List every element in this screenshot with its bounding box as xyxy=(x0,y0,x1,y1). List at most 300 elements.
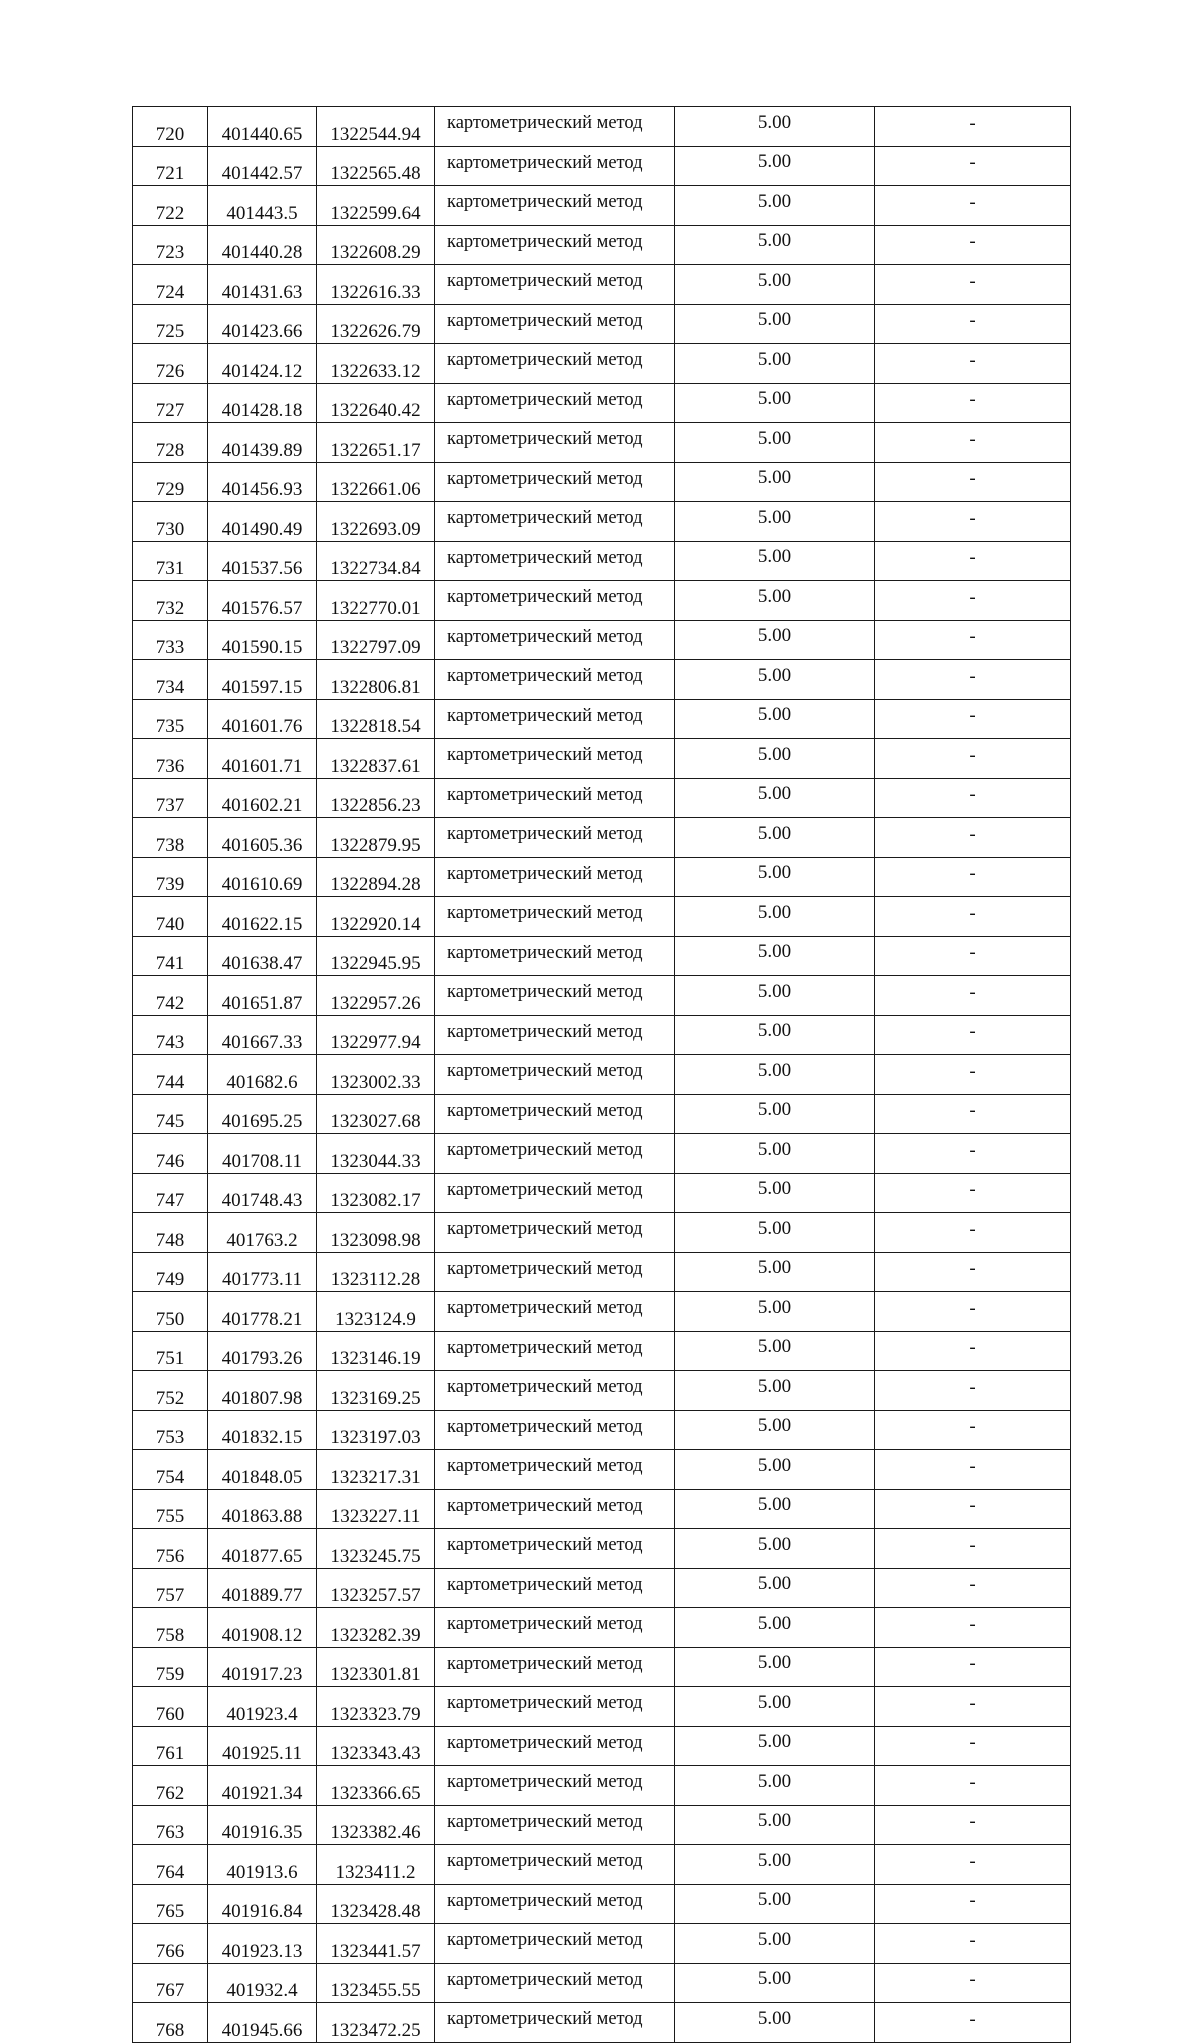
x-coordinate-cell: 401576.57 xyxy=(208,581,317,621)
table-row xyxy=(133,1963,1071,2003)
table-row xyxy=(133,936,1071,976)
x-coordinate-cell: 401778.21 xyxy=(208,1292,317,1332)
note-cell: - xyxy=(875,1766,1071,1806)
accuracy-cell: 5.00 xyxy=(675,2003,875,2043)
method-cell: картометрический метод xyxy=(435,897,675,937)
x-coordinate-cell: 401440.65 xyxy=(208,107,317,147)
method-cell: картометрический метод xyxy=(435,1173,675,1213)
point-number-cell: 754 xyxy=(133,1450,208,1490)
x-coordinate-cell: 401682.6 xyxy=(208,1055,317,1095)
accuracy-cell: 5.00 xyxy=(675,1647,875,1687)
accuracy-cell: 5.00 xyxy=(675,620,875,660)
table-row xyxy=(133,897,1071,937)
accuracy-cell: 5.00 xyxy=(675,383,875,423)
method-cell: картометрический метод xyxy=(435,1647,675,1687)
method-cell: картометрический метод xyxy=(435,1529,675,1569)
method-cell: картометрический метод xyxy=(435,1134,675,1174)
accuracy-cell: 5.00 xyxy=(675,344,875,384)
x-coordinate-cell: 401807.98 xyxy=(208,1371,317,1411)
accuracy-cell: 5.00 xyxy=(675,1489,875,1529)
point-number-cell: 742 xyxy=(133,976,208,1016)
table-row xyxy=(133,1924,1071,1964)
method-cell: картометрический метод xyxy=(435,1884,675,1924)
note-cell: - xyxy=(875,423,1071,463)
point-number-cell: 758 xyxy=(133,1608,208,1648)
note-cell: - xyxy=(875,1489,1071,1529)
x-coordinate-cell: 401667.33 xyxy=(208,1015,317,1055)
x-coordinate-cell: 401923.4 xyxy=(208,1687,317,1727)
method-cell: картометрический метод xyxy=(435,502,675,542)
accuracy-cell: 5.00 xyxy=(675,699,875,739)
method-cell: картометрический метод xyxy=(435,1331,675,1371)
x-coordinate-cell: 401932.4 xyxy=(208,1963,317,2003)
x-coordinate-cell: 401748.43 xyxy=(208,1173,317,1213)
note-cell: - xyxy=(875,1252,1071,1292)
accuracy-cell: 5.00 xyxy=(675,1173,875,1213)
y-coordinate-cell: 1323098.98 xyxy=(317,1213,435,1253)
y-coordinate-cell: 1323382.46 xyxy=(317,1805,435,1845)
table-row xyxy=(133,1884,1071,1924)
point-number-cell: 751 xyxy=(133,1331,208,1371)
y-coordinate-cell: 1322734.84 xyxy=(317,541,435,581)
point-number-cell: 720 xyxy=(133,107,208,147)
note-cell: - xyxy=(875,502,1071,542)
method-cell: картометрический метод xyxy=(435,857,675,897)
method-cell: картометрический метод xyxy=(435,1687,675,1727)
point-number-cell: 768 xyxy=(133,2003,208,2043)
y-coordinate-cell: 1323257.57 xyxy=(317,1568,435,1608)
accuracy-cell: 5.00 xyxy=(675,502,875,542)
coordinates-table xyxy=(132,106,1071,2043)
method-cell: картометрический метод xyxy=(435,225,675,265)
point-number-cell: 736 xyxy=(133,739,208,779)
y-coordinate-cell: 1323197.03 xyxy=(317,1410,435,1450)
method-cell: картометрический метод xyxy=(435,1410,675,1450)
table-row xyxy=(133,699,1071,739)
note-cell: - xyxy=(875,1924,1071,1964)
table-row xyxy=(133,620,1071,660)
point-number-cell: 726 xyxy=(133,344,208,384)
accuracy-cell: 5.00 xyxy=(675,778,875,818)
y-coordinate-cell: 1323301.81 xyxy=(317,1647,435,1687)
x-coordinate-cell: 401923.13 xyxy=(208,1924,317,1964)
x-coordinate-cell: 401695.25 xyxy=(208,1094,317,1134)
accuracy-cell: 5.00 xyxy=(675,541,875,581)
table-row xyxy=(133,1371,1071,1411)
point-number-cell: 764 xyxy=(133,1845,208,1885)
table-row xyxy=(133,2003,1071,2043)
x-coordinate-cell: 401913.6 xyxy=(208,1845,317,1885)
point-number-cell: 733 xyxy=(133,620,208,660)
table-row xyxy=(133,423,1071,463)
accuracy-cell: 5.00 xyxy=(675,1015,875,1055)
note-cell: - xyxy=(875,1134,1071,1174)
point-number-cell: 756 xyxy=(133,1529,208,1569)
point-number-cell: 722 xyxy=(133,186,208,226)
accuracy-cell: 5.00 xyxy=(675,1529,875,1569)
table-row xyxy=(133,1410,1071,1450)
method-cell: картометрический метод xyxy=(435,304,675,344)
accuracy-cell: 5.00 xyxy=(675,1568,875,1608)
note-cell: - xyxy=(875,1647,1071,1687)
accuracy-cell: 5.00 xyxy=(675,897,875,937)
note-cell: - xyxy=(875,936,1071,976)
table-row xyxy=(133,1529,1071,1569)
x-coordinate-cell: 401439.89 xyxy=(208,423,317,463)
table-row xyxy=(133,502,1071,542)
method-cell: картометрический метод xyxy=(435,265,675,305)
note-cell: - xyxy=(875,2003,1071,2043)
accuracy-cell: 5.00 xyxy=(675,1134,875,1174)
point-number-cell: 739 xyxy=(133,857,208,897)
y-coordinate-cell: 1323146.19 xyxy=(317,1331,435,1371)
method-cell: картометрический метод xyxy=(435,1924,675,1964)
x-coordinate-cell: 401651.87 xyxy=(208,976,317,1016)
y-coordinate-cell: 1322633.12 xyxy=(317,344,435,384)
table-row xyxy=(133,857,1071,897)
x-coordinate-cell: 401442.57 xyxy=(208,146,317,186)
note-cell: - xyxy=(875,778,1071,818)
x-coordinate-cell: 401443.5 xyxy=(208,186,317,226)
accuracy-cell: 5.00 xyxy=(675,1963,875,2003)
accuracy-cell: 5.00 xyxy=(675,1884,875,1924)
point-number-cell: 767 xyxy=(133,1963,208,2003)
y-coordinate-cell: 1322806.81 xyxy=(317,660,435,700)
x-coordinate-cell: 401916.84 xyxy=(208,1884,317,1924)
x-coordinate-cell: 401889.77 xyxy=(208,1568,317,1608)
y-coordinate-cell: 1323027.68 xyxy=(317,1094,435,1134)
point-number-cell: 747 xyxy=(133,1173,208,1213)
y-coordinate-cell: 1323124.9 xyxy=(317,1292,435,1332)
method-cell: картометрический метод xyxy=(435,1292,675,1332)
y-coordinate-cell: 1322977.94 xyxy=(317,1015,435,1055)
method-cell: картометрический метод xyxy=(435,462,675,502)
table-row xyxy=(133,304,1071,344)
accuracy-cell: 5.00 xyxy=(675,739,875,779)
x-coordinate-cell: 401917.23 xyxy=(208,1647,317,1687)
table-row xyxy=(133,1647,1071,1687)
method-cell: картометрический метод xyxy=(435,1094,675,1134)
accuracy-cell: 5.00 xyxy=(675,1410,875,1450)
y-coordinate-cell: 1323428.48 xyxy=(317,1884,435,1924)
point-number-cell: 753 xyxy=(133,1410,208,1450)
point-number-cell: 732 xyxy=(133,581,208,621)
y-coordinate-cell: 1323112.28 xyxy=(317,1252,435,1292)
accuracy-cell: 5.00 xyxy=(675,660,875,700)
table-row xyxy=(133,1726,1071,1766)
x-coordinate-cell: 401921.34 xyxy=(208,1766,317,1806)
accuracy-cell: 5.00 xyxy=(675,107,875,147)
y-coordinate-cell: 1323002.33 xyxy=(317,1055,435,1095)
accuracy-cell: 5.00 xyxy=(675,462,875,502)
x-coordinate-cell: 401423.66 xyxy=(208,304,317,344)
point-number-cell: 734 xyxy=(133,660,208,700)
table-row xyxy=(133,1805,1071,1845)
accuracy-cell: 5.00 xyxy=(675,225,875,265)
y-coordinate-cell: 1323227.11 xyxy=(317,1489,435,1529)
y-coordinate-cell: 1323472.25 xyxy=(317,2003,435,2043)
note-cell: - xyxy=(875,1845,1071,1885)
method-cell: картометрический метод xyxy=(435,1213,675,1253)
accuracy-cell: 5.00 xyxy=(675,1450,875,1490)
table-row xyxy=(133,976,1071,1016)
accuracy-cell: 5.00 xyxy=(675,265,875,305)
y-coordinate-cell: 1323245.75 xyxy=(317,1529,435,1569)
x-coordinate-cell: 401773.11 xyxy=(208,1252,317,1292)
table-row xyxy=(133,146,1071,186)
table-row xyxy=(133,1055,1071,1095)
note-cell: - xyxy=(875,1173,1071,1213)
method-cell: картометрический метод xyxy=(435,1568,675,1608)
accuracy-cell: 5.00 xyxy=(675,936,875,976)
y-coordinate-cell: 1323343.43 xyxy=(317,1726,435,1766)
accuracy-cell: 5.00 xyxy=(675,857,875,897)
note-cell: - xyxy=(875,1568,1071,1608)
x-coordinate-cell: 401431.63 xyxy=(208,265,317,305)
point-number-cell: 730 xyxy=(133,502,208,542)
table-row xyxy=(133,225,1071,265)
method-cell: картометрический метод xyxy=(435,1766,675,1806)
note-cell: - xyxy=(875,1055,1071,1095)
note-cell: - xyxy=(875,699,1071,739)
note-cell: - xyxy=(875,383,1071,423)
note-cell: - xyxy=(875,1371,1071,1411)
note-cell: - xyxy=(875,146,1071,186)
accuracy-cell: 5.00 xyxy=(675,976,875,1016)
point-number-cell: 743 xyxy=(133,1015,208,1055)
accuracy-cell: 5.00 xyxy=(675,186,875,226)
note-cell: - xyxy=(875,1015,1071,1055)
point-number-cell: 731 xyxy=(133,541,208,581)
table-row xyxy=(133,1845,1071,1885)
note-cell: - xyxy=(875,304,1071,344)
x-coordinate-cell: 401605.36 xyxy=(208,818,317,858)
point-number-cell: 759 xyxy=(133,1647,208,1687)
y-coordinate-cell: 1323441.57 xyxy=(317,1924,435,1964)
method-cell: картометрический метод xyxy=(435,1055,675,1095)
note-cell: - xyxy=(875,1884,1071,1924)
note-cell: - xyxy=(875,1450,1071,1490)
x-coordinate-cell: 401708.11 xyxy=(208,1134,317,1174)
point-number-cell: 746 xyxy=(133,1134,208,1174)
coordinates-table-body xyxy=(133,107,1071,2043)
method-cell: картометрический метод xyxy=(435,699,675,739)
y-coordinate-cell: 1322599.64 xyxy=(317,186,435,226)
point-number-cell: 725 xyxy=(133,304,208,344)
x-coordinate-cell: 401832.15 xyxy=(208,1410,317,1450)
y-coordinate-cell: 1323282.39 xyxy=(317,1608,435,1648)
document-page xyxy=(132,106,1070,2043)
method-cell: картометрический метод xyxy=(435,1450,675,1490)
table-row xyxy=(133,1687,1071,1727)
note-cell: - xyxy=(875,265,1071,305)
x-coordinate-cell: 401440.28 xyxy=(208,225,317,265)
x-coordinate-cell: 401610.69 xyxy=(208,857,317,897)
method-cell: картометрический метод xyxy=(435,423,675,463)
method-cell: картометрический метод xyxy=(435,1015,675,1055)
note-cell: - xyxy=(875,462,1071,502)
accuracy-cell: 5.00 xyxy=(675,1331,875,1371)
x-coordinate-cell: 401537.56 xyxy=(208,541,317,581)
method-cell: картометрический метод xyxy=(435,1726,675,1766)
accuracy-cell: 5.00 xyxy=(675,1687,875,1727)
note-cell: - xyxy=(875,620,1071,660)
method-cell: картометрический метод xyxy=(435,186,675,226)
method-cell: картометрический метод xyxy=(435,936,675,976)
note-cell: - xyxy=(875,1292,1071,1332)
point-number-cell: 762 xyxy=(133,1766,208,1806)
note-cell: - xyxy=(875,1805,1071,1845)
point-number-cell: 741 xyxy=(133,936,208,976)
y-coordinate-cell: 1322818.54 xyxy=(317,699,435,739)
point-number-cell: 757 xyxy=(133,1568,208,1608)
y-coordinate-cell: 1322837.61 xyxy=(317,739,435,779)
method-cell: картометрический метод xyxy=(435,1489,675,1529)
point-number-cell: 766 xyxy=(133,1924,208,1964)
note-cell: - xyxy=(875,225,1071,265)
point-number-cell: 760 xyxy=(133,1687,208,1727)
x-coordinate-cell: 401456.93 xyxy=(208,462,317,502)
table-row xyxy=(133,1015,1071,1055)
method-cell: картометрический метод xyxy=(435,146,675,186)
x-coordinate-cell: 401916.35 xyxy=(208,1805,317,1845)
table-row xyxy=(133,1094,1071,1134)
method-cell: картометрический метод xyxy=(435,739,675,779)
table-row xyxy=(133,383,1071,423)
point-number-cell: 761 xyxy=(133,1726,208,1766)
point-number-cell: 737 xyxy=(133,778,208,818)
method-cell: картометрический метод xyxy=(435,344,675,384)
y-coordinate-cell: 1322565.48 xyxy=(317,146,435,186)
accuracy-cell: 5.00 xyxy=(675,1924,875,1964)
point-number-cell: 729 xyxy=(133,462,208,502)
accuracy-cell: 5.00 xyxy=(675,1845,875,1885)
y-coordinate-cell: 1322894.28 xyxy=(317,857,435,897)
accuracy-cell: 5.00 xyxy=(675,581,875,621)
method-cell: картометрический метод xyxy=(435,107,675,147)
note-cell: - xyxy=(875,1331,1071,1371)
table-row xyxy=(133,818,1071,858)
x-coordinate-cell: 401590.15 xyxy=(208,620,317,660)
accuracy-cell: 5.00 xyxy=(675,1252,875,1292)
table-row xyxy=(133,581,1071,621)
y-coordinate-cell: 1322920.14 xyxy=(317,897,435,937)
y-coordinate-cell: 1323217.31 xyxy=(317,1450,435,1490)
y-coordinate-cell: 1322797.09 xyxy=(317,620,435,660)
point-number-cell: 763 xyxy=(133,1805,208,1845)
y-coordinate-cell: 1323044.33 xyxy=(317,1134,435,1174)
y-coordinate-cell: 1322856.23 xyxy=(317,778,435,818)
point-number-cell: 728 xyxy=(133,423,208,463)
y-coordinate-cell: 1322661.06 xyxy=(317,462,435,502)
accuracy-cell: 5.00 xyxy=(675,1726,875,1766)
x-coordinate-cell: 401925.11 xyxy=(208,1726,317,1766)
method-cell: картометрический метод xyxy=(435,1608,675,1648)
table-row xyxy=(133,186,1071,226)
point-number-cell: 723 xyxy=(133,225,208,265)
accuracy-cell: 5.00 xyxy=(675,1055,875,1095)
method-cell: картометрический метод xyxy=(435,541,675,581)
note-cell: - xyxy=(875,107,1071,147)
table-row xyxy=(133,1766,1071,1806)
accuracy-cell: 5.00 xyxy=(675,1608,875,1648)
y-coordinate-cell: 1323169.25 xyxy=(317,1371,435,1411)
y-coordinate-cell: 1322693.09 xyxy=(317,502,435,542)
table-row xyxy=(133,1450,1071,1490)
accuracy-cell: 5.00 xyxy=(675,1805,875,1845)
method-cell: картометрический метод xyxy=(435,383,675,423)
point-number-cell: 749 xyxy=(133,1252,208,1292)
accuracy-cell: 5.00 xyxy=(675,1094,875,1134)
x-coordinate-cell: 401424.12 xyxy=(208,344,317,384)
y-coordinate-cell: 1322651.17 xyxy=(317,423,435,463)
x-coordinate-cell: 401848.05 xyxy=(208,1450,317,1490)
point-number-cell: 724 xyxy=(133,265,208,305)
table-row xyxy=(133,1213,1071,1253)
x-coordinate-cell: 401863.88 xyxy=(208,1489,317,1529)
accuracy-cell: 5.00 xyxy=(675,1371,875,1411)
x-coordinate-cell: 401428.18 xyxy=(208,383,317,423)
point-number-cell: 752 xyxy=(133,1371,208,1411)
method-cell: картометрический метод xyxy=(435,976,675,1016)
table-row xyxy=(133,1331,1071,1371)
x-coordinate-cell: 401763.2 xyxy=(208,1213,317,1253)
method-cell: картометрический метод xyxy=(435,778,675,818)
method-cell: картометрический метод xyxy=(435,1963,675,2003)
method-cell: картометрический метод xyxy=(435,1805,675,1845)
table-row xyxy=(133,1568,1071,1608)
note-cell: - xyxy=(875,581,1071,621)
method-cell: картометрический метод xyxy=(435,1371,675,1411)
accuracy-cell: 5.00 xyxy=(675,304,875,344)
table-row xyxy=(133,1173,1071,1213)
x-coordinate-cell: 401622.15 xyxy=(208,897,317,937)
table-row xyxy=(133,1608,1071,1648)
note-cell: - xyxy=(875,1213,1071,1253)
method-cell: картометрический метод xyxy=(435,620,675,660)
y-coordinate-cell: 1323455.55 xyxy=(317,1963,435,2003)
point-number-cell: 738 xyxy=(133,818,208,858)
note-cell: - xyxy=(875,541,1071,581)
point-number-cell: 744 xyxy=(133,1055,208,1095)
method-cell: картометрический метод xyxy=(435,1252,675,1292)
method-cell: картометрический метод xyxy=(435,1845,675,1885)
y-coordinate-cell: 1322770.01 xyxy=(317,581,435,621)
y-coordinate-cell: 1322626.79 xyxy=(317,304,435,344)
note-cell: - xyxy=(875,857,1071,897)
note-cell: - xyxy=(875,1687,1071,1727)
note-cell: - xyxy=(875,1410,1071,1450)
table-row xyxy=(133,541,1071,581)
table-row xyxy=(133,1489,1071,1529)
note-cell: - xyxy=(875,186,1071,226)
y-coordinate-cell: 1323323.79 xyxy=(317,1687,435,1727)
y-coordinate-cell: 1323082.17 xyxy=(317,1173,435,1213)
x-coordinate-cell: 401601.76 xyxy=(208,699,317,739)
note-cell: - xyxy=(875,1529,1071,1569)
table-row xyxy=(133,462,1071,502)
point-number-cell: 727 xyxy=(133,383,208,423)
note-cell: - xyxy=(875,739,1071,779)
y-coordinate-cell: 1322879.95 xyxy=(317,818,435,858)
accuracy-cell: 5.00 xyxy=(675,1766,875,1806)
method-cell: картометрический метод xyxy=(435,818,675,858)
accuracy-cell: 5.00 xyxy=(675,423,875,463)
table-row xyxy=(133,660,1071,700)
y-coordinate-cell: 1323411.2 xyxy=(317,1845,435,1885)
note-cell: - xyxy=(875,344,1071,384)
note-cell: - xyxy=(875,1094,1071,1134)
